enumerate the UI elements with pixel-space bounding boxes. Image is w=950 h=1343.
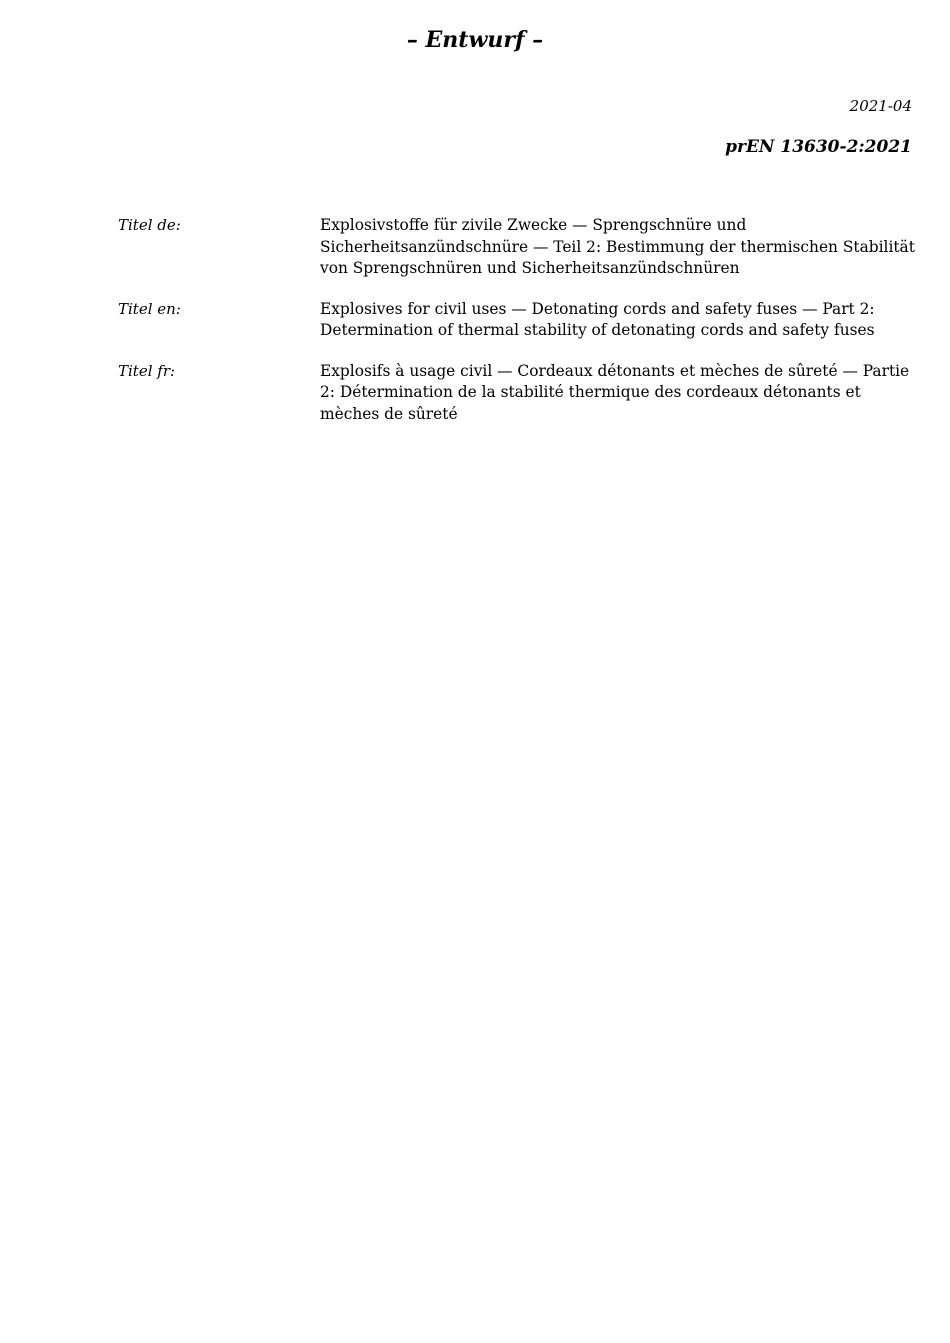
title-label-de: Titel de:	[118, 216, 181, 234]
title-row-fr	[118, 361, 918, 426]
title-text-fr: Explosifs à usage civil — Cordeaux détonants et mèches de sûreté — Partie 2: Détermination de la stabilité thermique des cordeaux détonants et mèches de sûreté	[320, 361, 910, 423]
title-list	[118, 215, 918, 444]
title-label-fr: Titel fr:	[118, 361, 176, 380]
title-label-en: Titel en:	[118, 299, 181, 318]
title-text-en: Explosives for civil uses — Detonating cords and safety fuses — Part 2: Determination of thermal stability of detonating cords and safety fuses	[320, 299, 875, 339]
title-row-de	[118, 215, 918, 280]
document-date: 2021-04	[849, 97, 912, 115]
title-text-de: Explosivstoffe für zivile Zwecke — Sprengschnüre und Sicherheitsanzündschnüre — Teil 2: Bestimmung der thermischen Stabilität von Sprengschnüren und Sicherheitsanzündschnüren	[320, 216, 915, 277]
draft-banner: – Entwurf –	[406, 27, 544, 53]
document-number: prEN 13630-2:2021	[725, 137, 912, 157]
title-row-en	[118, 299, 918, 342]
